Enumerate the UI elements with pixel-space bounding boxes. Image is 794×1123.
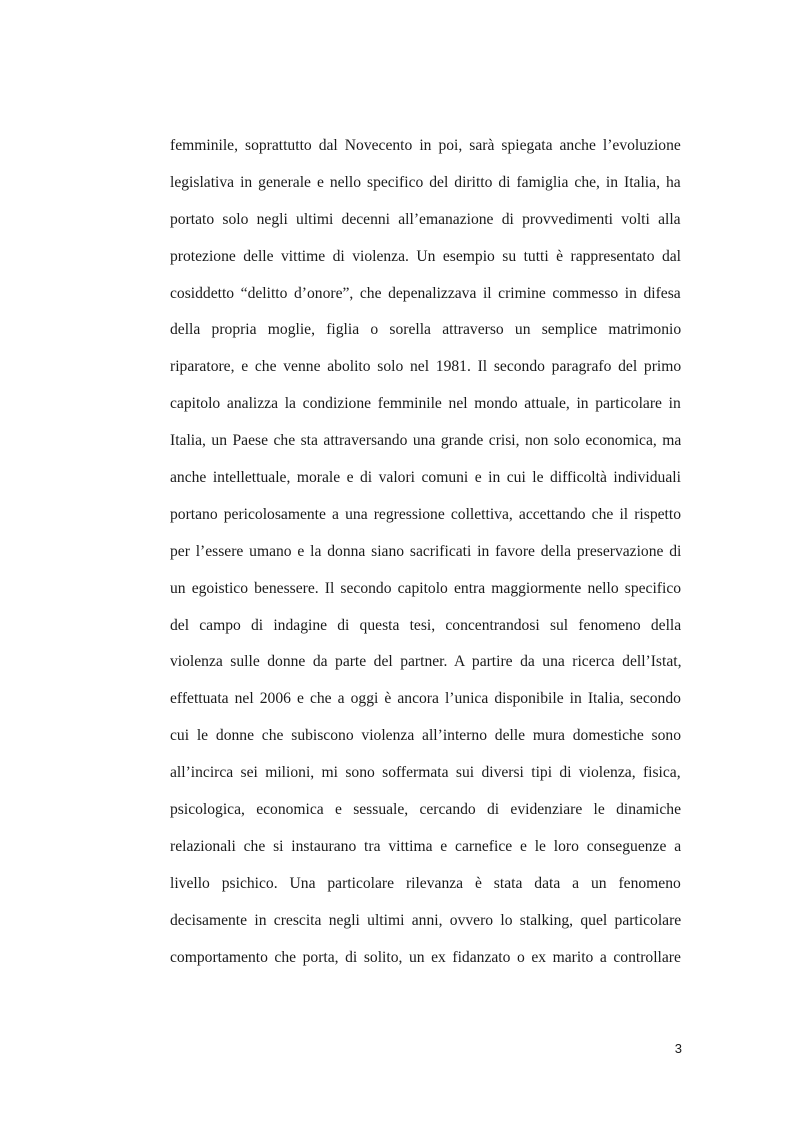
text-line: per l’essere umano e la donna siano sacrificati in favore della preservazione di [170, 542, 681, 560]
text-line: all’incirca sei milioni, mi sono soffermata sui diversi tipi di violenza, fisica, [170, 764, 681, 782]
text-line: portato solo negli ultimi decenni all’emanazione di provvedimenti volti alla [170, 210, 681, 228]
text-line: protezione delle vittime di violenza. Un esempio su tutti è rappresentato dal [170, 247, 681, 265]
text-line: portano pericolosamente a una regressione collettiva, accettando che il rispetto [170, 505, 681, 523]
text-line: psicologica, economica e sessuale, cercando di evidenziare le dinamiche [170, 801, 681, 819]
text-line: della propria moglie, figlia o sorella attraverso un semplice matrimonio [170, 321, 681, 339]
text-line: Italia, un Paese che sta attraversando una grande crisi, non solo economica, ma [170, 432, 681, 450]
text-line: decisamente in crescita negli ultimi anni, ovvero lo stalking, quel particolare [170, 911, 681, 929]
body-paragraph [170, 128, 681, 976]
text-line: livello psichico. Una particolare rilevanza è stata data a un fenomeno [170, 874, 681, 892]
text-line: violenza sulle donne da parte del partner. A partire da una ricerca dell’Istat, [170, 653, 681, 671]
text-line: anche intellettuale, morale e di valori comuni e in cui le difficoltà individuali [170, 469, 681, 487]
text-line: legislativa in generale e nello specifico del diritto di famiglia che, in Italia, ha [170, 173, 681, 191]
page-number: 3 [674, 1041, 682, 1056]
text-line: del campo di indagine di questa tesi, concentrandosi sul fenomeno della [170, 616, 681, 634]
text-line: relazionali che si instaurano tra vittima e carnefice e le loro conseguenze a [170, 837, 681, 855]
text-line: cui le donne che subiscono violenza all’interno delle mura domestiche sono [170, 727, 681, 745]
text-line: cosiddetto “delitto d’onore”, che depenalizzava il crimine commesso in difesa [170, 284, 681, 302]
text-line: comportamento che porta, di solito, un ex fidanzato o ex marito a controllare [170, 948, 681, 966]
text-line: capitolo analizza la condizione femminile nel mondo attuale, in particolare in [170, 395, 681, 413]
text-line: femminile, soprattutto dal Novecento in poi, sarà spiegata anche l’evoluzione [170, 137, 681, 154]
text-line: effettuata nel 2006 e che a oggi è ancora l’unica disponibile in Italia, secondo [170, 690, 681, 708]
text-line: un egoistico benessere. Il secondo capitolo entra maggiormente nello specifico [170, 579, 681, 597]
text-line: riparatore, e che venne abolito solo nel 1981. Il secondo paragrafo del primo [170, 358, 681, 376]
